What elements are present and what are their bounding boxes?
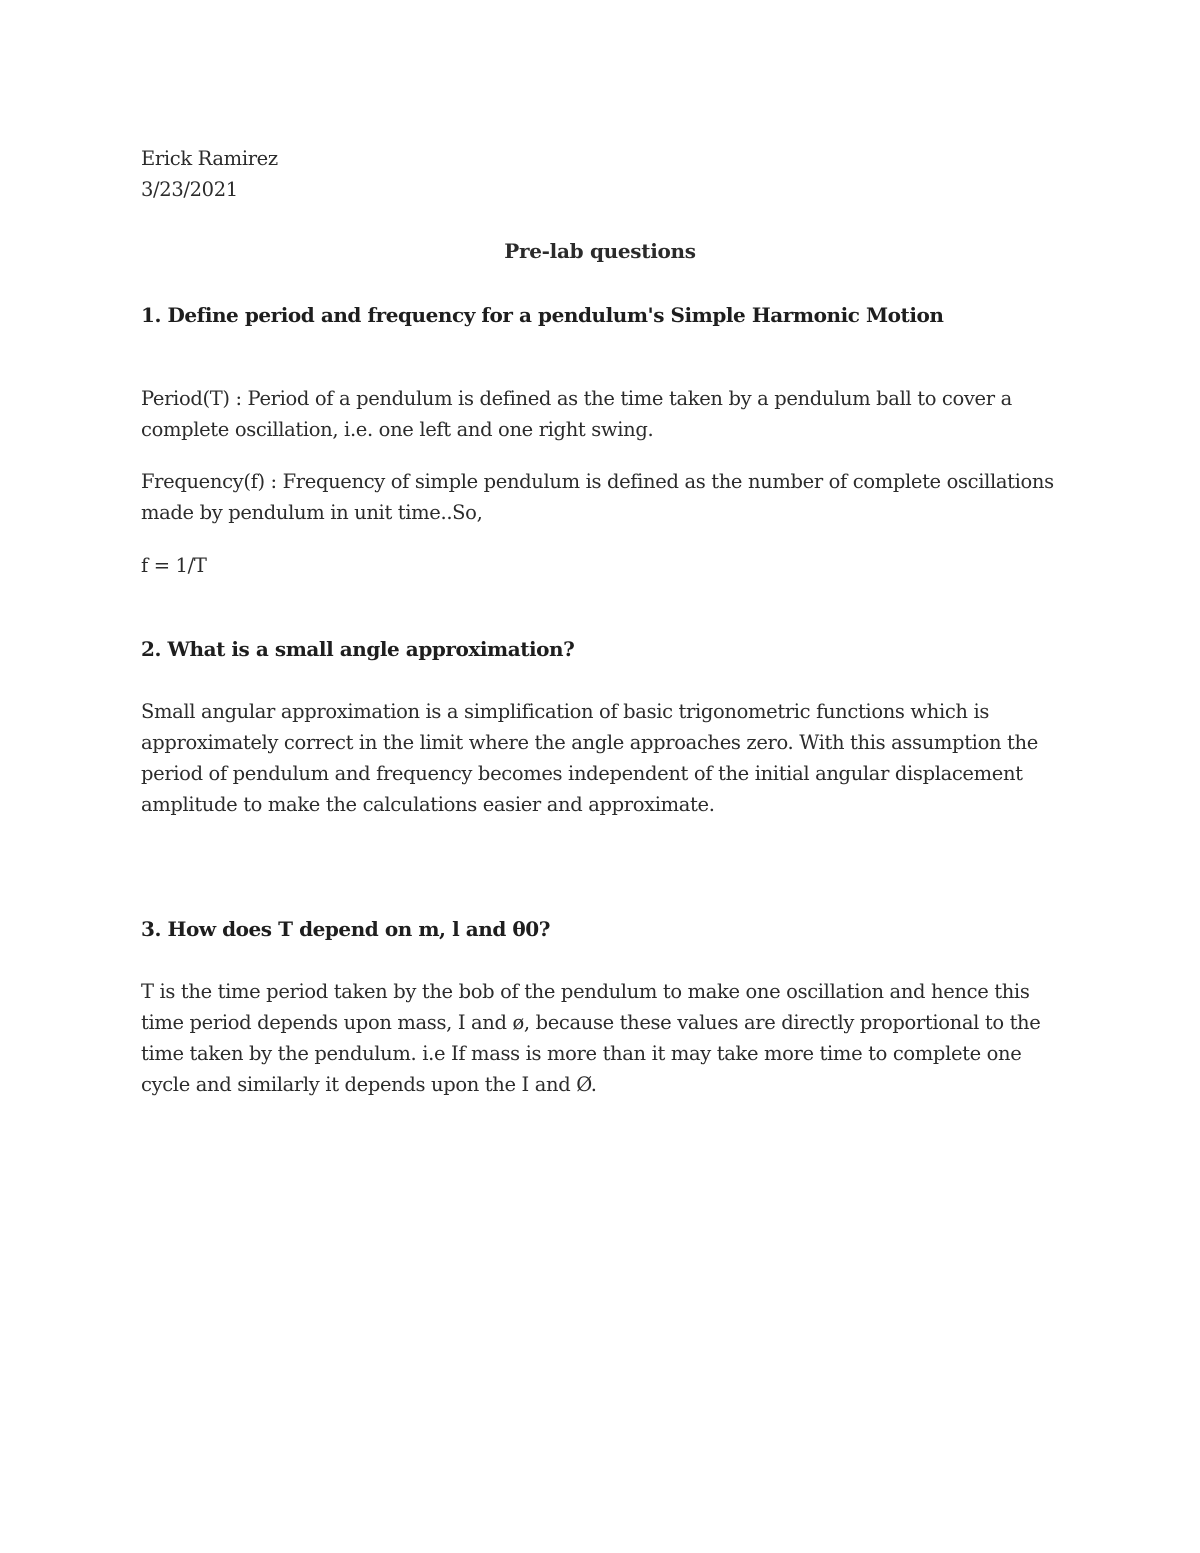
page-title: Pre-lab questions xyxy=(504,239,696,263)
question-2-answer: Small angular approximation is a simplification of basic trigonometric functions which is approximately correct in the limit where the angle approaches zero. With this assumption the period of pendulum and frequency becomes independent of the initial angular displacement amplitude to make the calculations easier and approximate. xyxy=(141,700,1038,816)
question-1-answer-frequency: Frequency(f) : Frequency of simple pendulum is defined as the number of complete oscillations made by pendulum in unit time..So, xyxy=(141,470,1054,524)
question-3-heading: 3. How does T depend on m, l and θ0? xyxy=(141,917,550,941)
document-date: 3/23/2021 xyxy=(141,178,238,201)
question-2-heading: 2. What is a small angle approximation? xyxy=(141,637,575,661)
question-1-answer-period: Period(T) : Period of a pendulum is defined as the time taken by a pendulum ball to cover a complete oscillation, i.e. one left and one right swing. xyxy=(141,387,1012,441)
author-name: Erick Ramirez xyxy=(141,147,278,170)
question-1-answer-formula: f = 1/T xyxy=(141,554,207,577)
question-1-heading: 1. Define period and frequency for a pendulum's Simple Harmonic Motion xyxy=(141,303,944,327)
question-3-answer: T is the time period taken by the bob of the pendulum to make one oscillation and hence this time period depends upon mass, I and ø, because these values are directly proportional to the time taken by the pendulum. i.e If mass is more than it may take more time to complete one cycle and similarly it depends upon the I and Ø. xyxy=(141,980,1041,1096)
